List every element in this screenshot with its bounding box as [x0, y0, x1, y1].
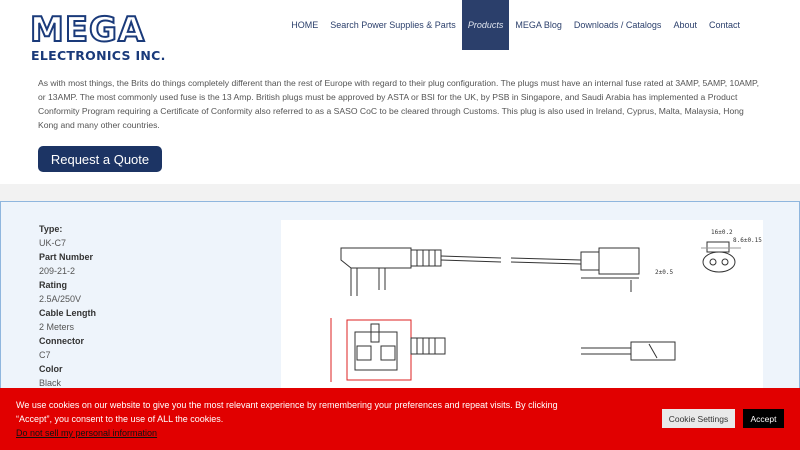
product-description-section	[0, 66, 800, 184]
dim-label-width: 16±0.2	[711, 229, 733, 236]
nav-products[interactable]: Products	[462, 0, 510, 50]
nav-mega-blog[interactable]: MEGA Blog	[515, 20, 562, 30]
spec-label-rating: Rating	[39, 280, 67, 290]
nav-home[interactable]: HOME	[291, 20, 319, 30]
dim-label-pin: 2±0.5	[655, 269, 674, 276]
spec-value-part-number: 209-21-2	[39, 266, 76, 276]
cookie-accept-button[interactable]: Accept	[743, 409, 784, 428]
cookie-consent-text: We use cookies on our website to give you the most relevant experience by remembering your preferences and repeat visits. By clicking “Accept”, you consent to the use of ALL the cookies.	[16, 400, 558, 424]
logo-subtitle: ELECTRONICS INC.	[31, 48, 166, 63]
uk-plug-body-shape	[341, 248, 411, 268]
cookie-consent-bar	[0, 388, 800, 450]
main-nav	[285, 0, 746, 50]
cookie-settings-button[interactable]: Cookie Settings	[662, 409, 735, 428]
dim-label-depth: 8.6±0.15	[733, 237, 762, 244]
nav-contact[interactable]: Contact	[708, 20, 740, 30]
section-divider	[0, 184, 800, 201]
nav-about[interactable]: About	[673, 20, 697, 30]
site-header	[0, 0, 800, 66]
spec-value-rating: 2.5A/250V	[39, 294, 82, 304]
spec-value-connector: C7	[39, 350, 51, 360]
request-quote-button[interactable]: Request a Quote	[38, 146, 162, 172]
spec-value-type: UK-C7	[39, 238, 67, 248]
spec-label-part-number: Part Number	[39, 252, 94, 262]
product-description: As with most things, the Brits do things completely different than the rest of Europe with regard to their plug configuration. The plugs must have an internal fuse rated at 3AMP, 5AMP, 10AMP, or 13AMP. The most commonly used fuse is the 13 Amp. British plugs must be approved by ASTA or BSI for the UK, by PSB in Singapore, and Saudi Arabia has implemented a Product Conformity Program requiring a Certificate of Conformity also referred to as a SASO CoC to be cleared through Customs. This plug is also used in Ireland, Cyprus, Malta, Malaysia, Hong Kong and many other countries.	[38, 78, 760, 130]
spec-value-color: Black	[39, 378, 62, 388]
product-specs	[39, 222, 239, 390]
spec-label-cable-length: Cable Length	[39, 308, 97, 318]
spec-label-type: Type:	[39, 224, 63, 234]
spec-label-connector: Connector	[39, 336, 84, 346]
spec-label-color: Color	[39, 364, 63, 374]
spec-value-cable-length: 2 Meters	[39, 322, 75, 332]
nav-downloads-catalogs[interactable]: Downloads / Catalogs	[573, 20, 662, 30]
do-not-sell-link[interactable]: Do not sell my personal information	[16, 428, 158, 438]
logo-mega-text: MEGA	[30, 10, 146, 50]
nav-search-power-supplies[interactable]: Search Power Supplies & Parts	[330, 20, 456, 30]
mega-electronics-logo[interactable]	[30, 10, 166, 63]
